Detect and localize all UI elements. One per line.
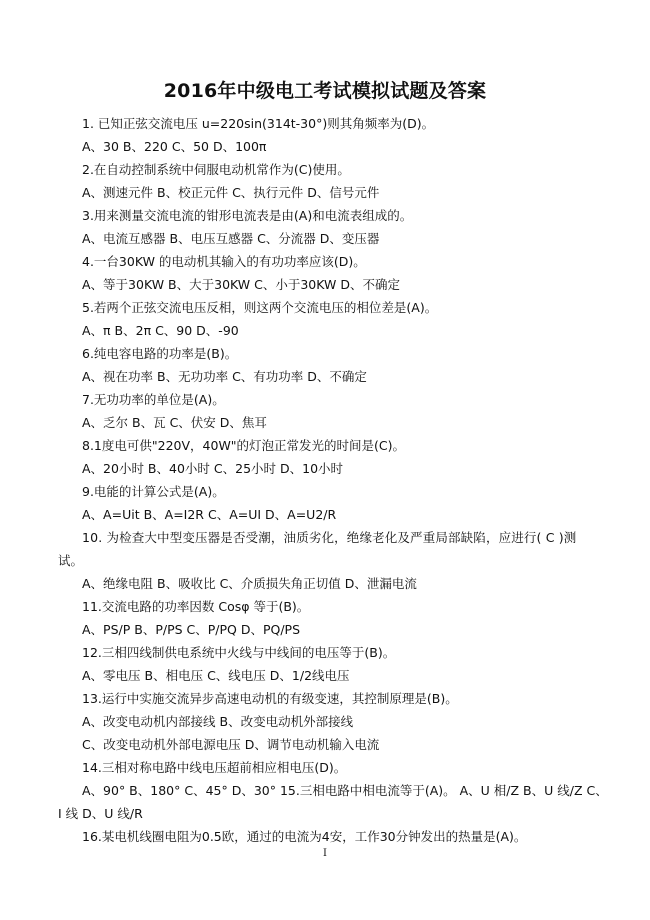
text-line: A、90° B、180° C、45° D、30° 15.三相电路中相电流等于(A)。 A、U 相/Z B、U 线/Z C、 [82,783,608,798]
text-line: 14.三相对称电路中线电压超前相应相电压(D)。 [82,760,347,775]
document-title: 2016年中级电工考试模拟试题及答案 [163,80,487,102]
text-line: A、视在功率 B、无功功率 C、有功功率 D、不确定 [82,369,367,384]
page-number: I [323,848,327,859]
text-line: I 线 D、U 线/R [58,806,143,821]
text-line: A、30 B、220 C、50 D、100π [82,139,267,154]
text-line: A、绝缘电阻 B、吸收比 C、介质损失角正切值 D、泄漏电流 [82,576,417,591]
text-line: 11.交流电路的功率因数 Cosφ 等于(B)。 [82,599,310,614]
text-line: 1. 已知正弦交流电压 u=220sin(314t-30°)则其角频率为(D)。 [82,116,435,131]
text-line: 10. 为检查大中型变压器是否受潮，油质劣化，绝缘老化及严重局部缺陷，应进行( C )测 [82,530,577,545]
text-line: A、等于30KW B、大于30KW C、小于30KW D、不确定 [82,277,400,292]
text-line: 8.1度电可供"220V，40W"的灯泡正常发光的时间是(C)。 [82,438,406,453]
text-line: A、π B、2π C、90 D、-90 [82,323,239,338]
text-line: 4.一台30KW 的电动机其输入的有功功率应该(D)。 [82,254,366,269]
text-line: A、乏尔 B、瓦 C、伏安 D、焦耳 [82,415,267,430]
question-list [0,112,650,848]
text-line: A、改变电动机内部接线 B、改变电动机外部接线 [82,714,354,729]
text-line: 16.某电机线圈电阻为0.5欧，通过的电流为4安，工作30分钟发出的热量是(A)。 [82,829,527,844]
text-line: A、电流互感器 B、电压互感器 C、分流器 D、变压器 [82,231,380,246]
text-line: A、测速元件 B、校正元件 C、执行元件 D、信号元件 [82,185,380,200]
text-line: 5.若两个正弦交流电压反相，则这两个交流电压的相位差是(A)。 [82,300,438,315]
text-line: A、20小时 B、40小时 C、25小时 D、10小时 [82,461,344,476]
text-line: 9.电能的计算公式是(A)。 [82,484,225,499]
text-line: A、A=Uit B、A=I2R C、A=UI D、A=U2/R [82,507,337,522]
text-line: A、PS/P B、P/PS C、P/PQ D、PQ/PS [82,622,301,637]
text-line: 6.纯电容电路的功率是(B)。 [82,346,238,361]
text-line: 2.在自动控制系统中伺服电动机常作为(C)使用。 [82,162,350,177]
text-line: A、零电压 B、相电压 C、线电压 D、1/2线电压 [82,668,350,683]
text-line: 13.运行中实施交流异步高速电动机的有级变速，其控制原理是(B)。 [82,691,458,706]
text-line: C、改变电动机外部电源电压 D、调节电动机输入电流 [82,737,380,752]
text-line: 试。 [58,553,84,568]
text-line: 12.三相四线制供电系统中火线与中线间的电压等于(B)。 [82,645,396,660]
text-line: 3.用来测量交流电流的钳形电流表是由(A)和电流表组成的。 [82,208,413,223]
text-line: 7.无功功率的单位是(A)。 [82,392,225,407]
